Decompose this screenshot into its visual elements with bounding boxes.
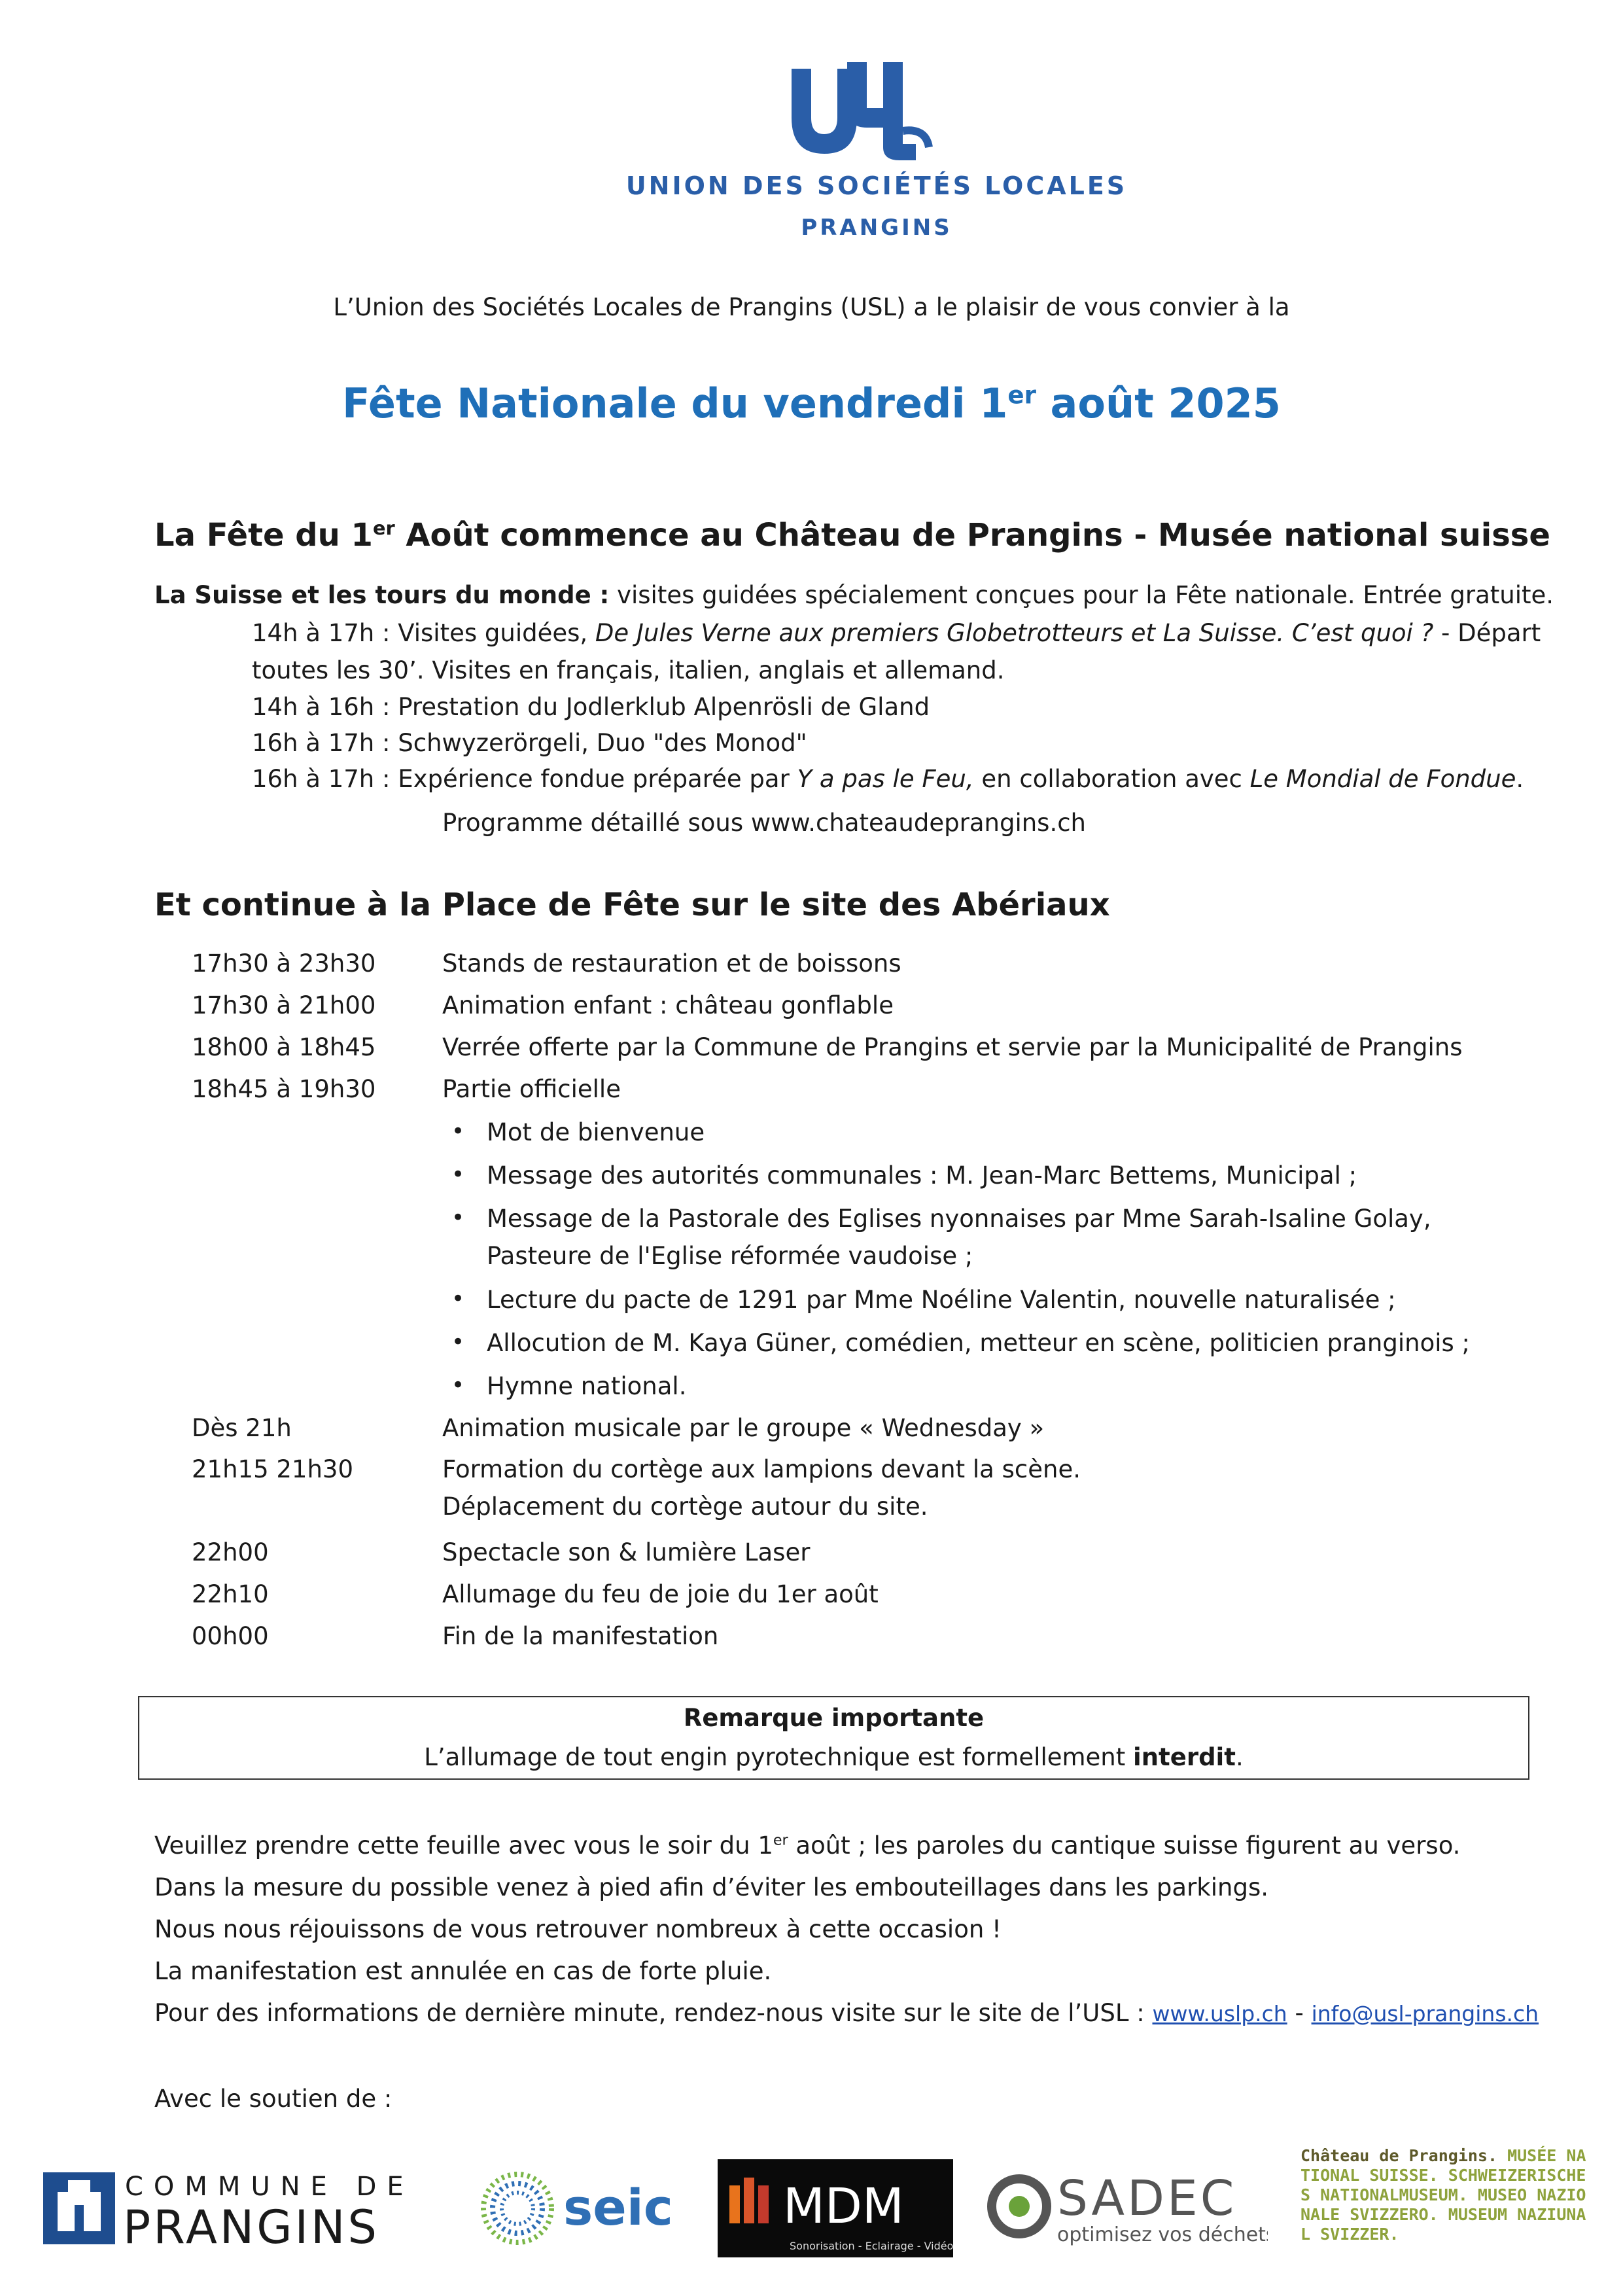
chateau-line-jodler: 14h à 16h : Prestation du Jodlerklub Alpenrösli de Gland bbox=[252, 693, 930, 721]
schedule-time: 17h30 à 23h30 bbox=[192, 949, 376, 978]
footer-line: Dans la mesure du possible venez à pied afin d’éviter les embouteillages dans les parkings. bbox=[154, 1873, 1268, 1901]
footer-line-links: Pour des informations de dernière minute, rendez-nous visite sur le site de l’USL : www.uslp.ch - info@usl-prangins.ch bbox=[154, 1999, 1539, 2027]
schedule-time: 21h15 21h30 bbox=[192, 1455, 353, 1483]
chateau-intro: La Suisse et les tours du monde : visites guidées spécialement conçues pour la Fête nationale. Entrée gratuite. bbox=[154, 581, 1554, 609]
seic-text: seic bbox=[563, 2178, 673, 2236]
schedule-activity: Stands de restauration et de boissons bbox=[442, 949, 901, 978]
schedule-time: Dès 21h bbox=[192, 1414, 292, 1442]
list-item: Lecture du pacte de 1291 par Mme Noéline Valentin, nouvelle naturalisée ; bbox=[487, 1286, 1396, 1314]
schedule-activity: Partie officielle bbox=[442, 1075, 621, 1103]
bullet-icon: • bbox=[451, 1372, 465, 1398]
seic-logo bbox=[475, 2163, 691, 2254]
notice-title: Remarque importante bbox=[683, 1704, 985, 1732]
list-item-cont: Pasteure de l'Eglise réformée vaudoise ; bbox=[487, 1242, 973, 1270]
chateau-programme-link: Programme détaillé sous www.chateaudeprangins.ch bbox=[442, 809, 1087, 837]
website-link[interactable]: www.uslp.ch bbox=[1152, 2001, 1287, 2026]
email-link[interactable]: info@usl-prangins.ch bbox=[1311, 2001, 1539, 2026]
chateau-line-fondue: 16h à 17h : Expérience fondue préparée par Y a pas le Feu, en collaboration avec Le Mondial de Fondue. bbox=[252, 765, 1524, 793]
bullet-icon: • bbox=[451, 1205, 465, 1231]
chateau-logo-title: Château de Prangins. bbox=[1300, 2146, 1498, 2165]
mdm-logo bbox=[718, 2159, 953, 2257]
support-label: Avec le soutien de : bbox=[154, 2085, 393, 2113]
sadec-logo bbox=[986, 2159, 1268, 2257]
prangins-bottom-text: PRANGINS bbox=[123, 2200, 379, 2251]
logo-town: PRANGINS bbox=[801, 215, 952, 241]
chateau-line-visits-cont: toutes les 30’. Visites en français, italien, anglais et allemand. bbox=[252, 656, 1005, 684]
chateau-line-schwyzer: 16h à 17h : Schwyzerörgeli, Duo "des Monod" bbox=[252, 729, 807, 757]
footer-line: Veuillez prendre cette feuille avec vous le soir du 1er août ; les paroles du cantique suisse figurent au verso. bbox=[154, 1831, 1461, 1860]
bullet-icon: • bbox=[451, 1286, 465, 1312]
schedule-time: 18h45 à 19h30 bbox=[192, 1075, 376, 1103]
schedule-activity: Allumage du feu de joie du 1er août bbox=[442, 1580, 879, 1608]
invitation-intro: L’Union des Sociétés Locales de Prangins (USL) a le plaisir de vous convier à la bbox=[333, 293, 1290, 321]
schedule-time: 17h30 à 21h00 bbox=[192, 991, 376, 1019]
schedule-time: 22h10 bbox=[192, 1580, 269, 1608]
chateau-prangins-logo bbox=[1300, 2146, 1588, 2277]
usl-logo bbox=[785, 56, 935, 169]
schedule-time: 22h00 bbox=[192, 1538, 269, 1566]
schedule-activity: Formation du cortège aux lampions devant la scène. bbox=[442, 1455, 1081, 1483]
list-item: Allocution de M. Kaya Güner, comédien, metteur en scène, politicien pranginois ; bbox=[487, 1329, 1470, 1357]
abeiriaux-heading: Et continue à la Place de Fête sur le site des Abériaux bbox=[154, 887, 1110, 923]
prangins-top-text: COMMUNE DE bbox=[125, 2172, 414, 2202]
list-item: Mot de bienvenue bbox=[487, 1118, 705, 1146]
footer-line: La manifestation est annulée en cas de forte pluie. bbox=[154, 1957, 772, 1985]
chateau-logo-text: MUSÉE NATIONAL SUISSE. SCHWEIZERISCHES NATIONALMUSEUM. MUSEO NAZIONALE SVIZZERO. MUSEUM NAZIUNAL SVIZZER. bbox=[1300, 2146, 1586, 2244]
list-item: Hymne national. bbox=[487, 1372, 687, 1400]
footer-line: Nous nous réjouissons de vous retrouver nombreux à cette occasion ! bbox=[154, 1915, 1002, 1943]
schedule-time: 00h00 bbox=[192, 1622, 269, 1650]
mdm-subtext: Sonorisation - Eclairage - Vidéo bbox=[790, 2240, 953, 2252]
schedule-activity: Fin de la manifestation bbox=[442, 1622, 719, 1650]
schedule-activity: Verrée offerte par la Commune de Prangins et servie par la Municipalité de Prangins bbox=[442, 1033, 1463, 1061]
chateau-line-visits: 14h à 17h : Visites guidées, De Jules Verne aux premiers Globetrotteurs et La Suisse. C’est quoi ? - Départ bbox=[252, 619, 1541, 647]
schedule-activity: Animation enfant : château gonflable bbox=[442, 991, 894, 1019]
notice-text: L’allumage de tout engin pyrotechnique est formellement interdit. bbox=[424, 1743, 1244, 1771]
schedule-activity: Animation musicale par le groupe « Wednesday » bbox=[442, 1414, 1045, 1442]
schedule-activity: Spectacle son & lumière Laser bbox=[442, 1538, 811, 1566]
sadec-subtext: optimisez vos déchets bbox=[1057, 2223, 1268, 2246]
sadec-text: SADEC bbox=[1057, 2170, 1237, 2227]
schedule-activity-cont: Déplacement du cortège autour du site. bbox=[442, 1492, 928, 1521]
chateau-heading: La Fête du 1er Août commence au Château de Prangins - Musée national suisse bbox=[154, 517, 1550, 554]
logo-name: UNION DES SOCIÉTÉS LOCALES bbox=[625, 171, 1128, 200]
list-item: Message des autorités communales : M. Jean-Marc Bettems, Municipal ; bbox=[487, 1161, 1357, 1190]
commune-prangins-logo bbox=[43, 2166, 436, 2251]
list-item: Message de la Pastorale des Eglises nyonnaises par Mme Sarah-Isaline Golay, bbox=[487, 1205, 1431, 1233]
page-title: Fête Nationale du vendredi 1er août 2025 bbox=[342, 380, 1281, 427]
mdm-text: MDM bbox=[783, 2178, 904, 2234]
bullet-icon: • bbox=[451, 1329, 465, 1355]
schedule-time: 18h00 à 18h45 bbox=[192, 1033, 376, 1061]
bullet-icon: • bbox=[451, 1118, 465, 1144]
bullet-icon: • bbox=[451, 1161, 465, 1188]
